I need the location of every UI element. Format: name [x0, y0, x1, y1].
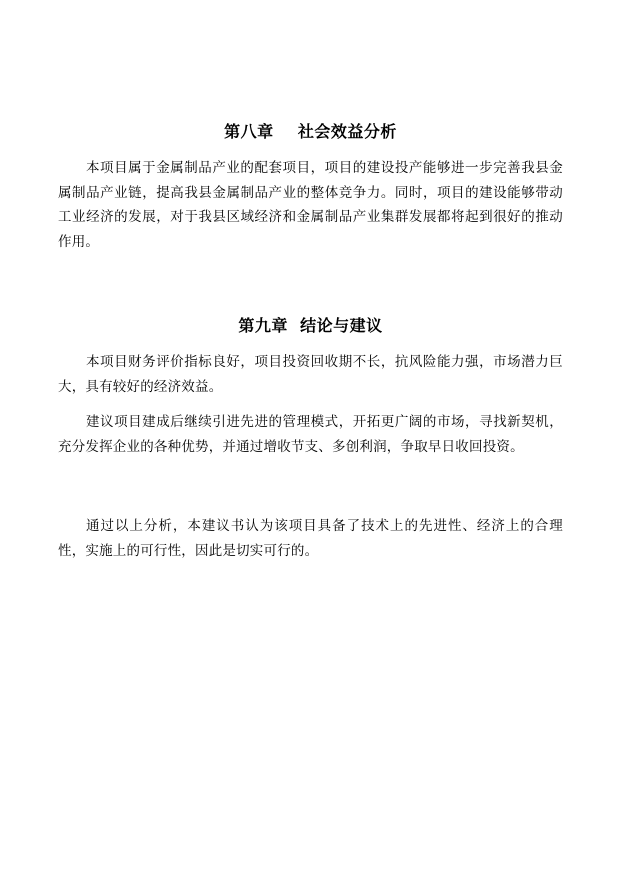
- chapter-9-paragraph-3: 通过以上分析，本建议书认为该项目具备了技术上的先进性、经济上的合理性，实施上的可行性，因此是切实可行的。: [58, 518, 563, 559]
- chapter-9-heading: 第九章 结论与建议: [238, 316, 383, 335]
- chapter-9-paragraph-1: 本项目财务评价指标良好，项目投资回收期不长，抗风险能力强，市场潜力巨大，具有较好的经济效益。: [58, 354, 563, 395]
- chapter-8-paragraph: 本项目属于金属制品产业的配套项目，项目的建设投产能够进一步完善我县金属制品产业链，提高我县金属制品产业的整体竞争力。同时，项目的建设能够带动工业经济的发展，对于我县区域经济和金属制品产业集群发展都将起到很好的推动作用。: [58, 160, 563, 250]
- chapter-8-heading: 第八章 社会效益分析: [224, 122, 397, 141]
- chapter-9-paragraph-2: 建议项目建成后继续引进先进的管理模式，开拓更广阔的市场，寻找新契机，充分发挥企业的各种优势，并通过增收节支、多创利润，争取早日收回投资。: [58, 414, 563, 455]
